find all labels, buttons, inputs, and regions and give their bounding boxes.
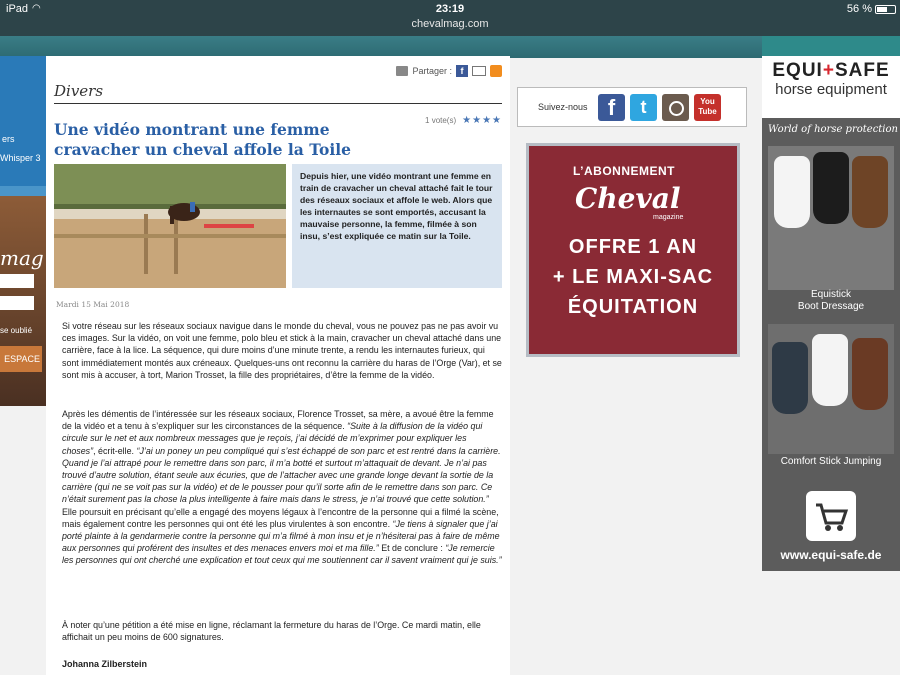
nav-item-whisper[interactable]: Whisper 3 [0, 153, 41, 163]
product-caption-1: Equistick Boot Dressage [797, 289, 865, 312]
forgot-password-link[interactable]: se oublié [0, 326, 33, 335]
left-sidebar-clipped [0, 56, 46, 406]
vote-count: 1 vote(s) [425, 116, 457, 125]
product-image-comfort-stick [768, 324, 894, 454]
instagram-icon[interactable] [662, 94, 689, 121]
twitter-icon[interactable]: t [630, 94, 657, 121]
social-follow-box [517, 87, 747, 127]
article-photo [54, 164, 286, 288]
facebook-icon[interactable]: f [598, 94, 625, 121]
facebook-share-icon[interactable]: f [456, 65, 468, 77]
device-name: iPad [6, 3, 29, 15]
youtube-icon[interactable]: You Tube [694, 94, 721, 121]
ad-offer-line-1: OFFRE 1 AN [568, 236, 698, 258]
ios-status-bar [0, 0, 900, 36]
cheval-logo: Cheval [575, 182, 681, 215]
share-label: Partager : [412, 66, 452, 76]
login-logo-partial: mag [0, 246, 44, 270]
login-password-input[interactable] [0, 296, 34, 310]
equi-safe-logo: EQUI+SAFE horse equipment [762, 56, 900, 118]
my-space-button[interactable]: ESPACE [0, 346, 42, 372]
nav-item-partial[interactable]: ers [2, 134, 15, 144]
article-paragraph-2: Après les démentis de l’intéressée sur les réseaux sociaux, Florence Trosset, sa mère, a avoué être la femme de la vidéo et a tenu à s’expliquer sur les circonstances de la séquence. “Suite à la diffusion de la vidéo qui circule sur le net et aux nombreux messages que je reçois, j’ai décidé de m’exprimer pour expliquer les choses”, écrit-elle. “J’ai un poney un peu compliqué qui s’est échappé de son parc et est rentré dans la carrière. Quand je l’ai attrapé pour le remettre dans son parc, il m’a botté et surtout m’attaquait de devant. Je n’ai pas trouvé d’autre solution, étant seule aux écuries, que de l’attacher avec une grande longe devant la sortie de la carrière (qui ne se voit pas sur la vidéo) et de le pousser pour qu’il sorte afin de le remettre dans son parc. Ce n’était surement pas la chose la plus intelligente à faire mais dans le stress, je n’ai trouvé que cette solution.” Elle poursuit en précisant qu’elle a engagé des moyens légaux à l’encontre de la personne qui a filmé la scène, mais également contre les personnes qui ont été les plus virulentes à son encontre. “Je tiens à signaler que j’ai porté plainte à la gendarmerie contre la personne qui m’a filmé à mon insu et je n’hésiterai pas à faire de même aux personnes qui proférent des insultes et des menaces envers moi et ma fille.” Et de conclure : “Je remercie les personnes qui ont cherché une explication et tout ceux qui me soutiennent car il savent vraiment qui je suis.” [62, 409, 502, 566]
nav-panel [0, 56, 46, 186]
cheval-logo-sub: magazine [653, 214, 684, 221]
email-share-icon[interactable] [472, 66, 486, 76]
article-paragraph-3: À noter qu’une pétition a été mise en ligne, réclamant la fermeture du haras de l’Orge. Ce mardi matin, elle affichait un peu moins de 600 signatures. [62, 620, 481, 643]
rss-icon[interactable] [490, 65, 502, 77]
category-heading: Divers [54, 82, 502, 104]
article [46, 56, 510, 675]
ad-offer-line-3: ÉQUITATION [567, 296, 699, 318]
battery-icon [875, 5, 896, 14]
equi-safe-ad[interactable] [762, 56, 900, 571]
clock: 23:19 [435, 3, 465, 15]
article-lead: Depuis hier, une vidéo montrant une femme en train de cravacher un cheval attaché fait le tour des réseaux sociaux et affole le web. Alors que les internautes se sont emportés, accusant la mauvaise personne, la femme, filmée à son insu, s’est expliquée ce matin sur la Toile. [292, 164, 502, 288]
article-title: Une vidéo montrant une femme cravacher un cheval affole la Toile [54, 120, 351, 159]
shopping-cart-icon[interactable] [806, 491, 856, 541]
product-image-equistick [768, 146, 894, 290]
equi-safe-subtitle: horse equipment [775, 81, 887, 98]
equi-safe-url[interactable]: www.equi-safe.de [780, 548, 882, 562]
ad-offer-line-2: + LE MAXI-SAC [552, 266, 714, 288]
product-caption-2: Comfort Stick Jumping [780, 456, 882, 467]
rating-stars-icon[interactable]: ★★★★ [462, 115, 502, 126]
article-author: Johanna Zilberstein [62, 659, 148, 669]
cheval-subscription-ad[interactable] [526, 143, 740, 357]
follow-label: Suivez-nous [538, 102, 588, 112]
wifi-icon: ◠ [32, 3, 41, 14]
equi-safe-slogan: World of horse protection [768, 124, 898, 135]
login-username-input[interactable] [0, 274, 34, 288]
rating [425, 115, 502, 126]
article-date: Mardi 15 Mai 2018 [56, 300, 130, 309]
address-bar[interactable]: chevalmag.com [411, 18, 489, 30]
article-paragraph-1: Si votre réseau sur les réseaux sociaux navigue dans le monde du cheval, vous ne pouvez pas ne pas avoir vu ces images. Sur la vidéo, on voit une femme, polo bleu et stick à la main, cravacher un cheval attaché dans une carrière, face à la lice. La séquence, qui dure moins d’une minute trente, a rendu les internautes furieux, qui sont immédiatement montés aux créneaux. Quelques-uns ont reconnu la carrière du haras de l’Orge (Var), et se sont mis à accuser, à tort, Marion Trosset, la fille des propriétaires, d’être la femme de la vidéo. [62, 321, 502, 380]
battery-level: 56 % [846, 3, 872, 15]
print-icon[interactable] [396, 66, 408, 76]
ad-subscription-label: L’ABONNEMENT [573, 164, 675, 178]
share-bar [396, 65, 502, 77]
